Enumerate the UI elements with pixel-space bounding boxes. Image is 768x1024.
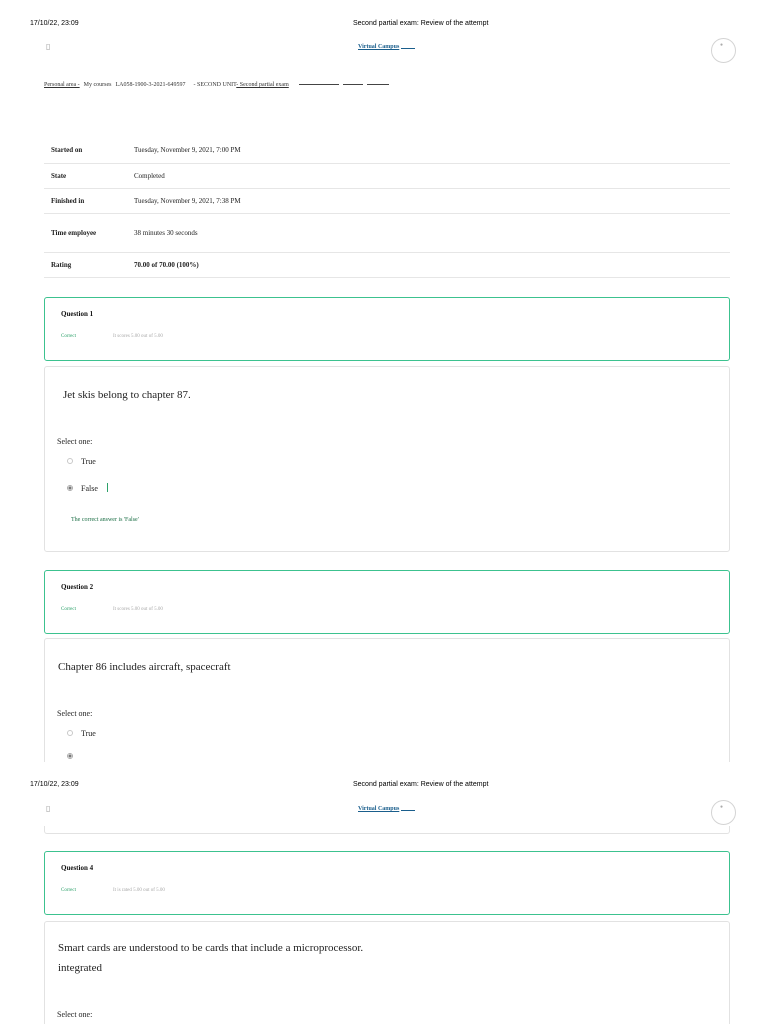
breadcrumb-course[interactable]: LA058-1900-3-2021-649597 <box>115 82 186 88</box>
breadcrumb-section[interactable]: - SECOND UNIT <box>193 82 237 88</box>
attempt-summary-table <box>44 138 730 278</box>
question-info-1 <box>44 297 730 361</box>
summary-value: Tuesday, November 9, 2021, 7:38 PM <box>127 188 730 213</box>
question-text: Smart cards are understood to be cards that include a microprocessor. <box>58 942 364 954</box>
virtual-campus-link[interactable]: Virtual Campus <box>358 806 415 812</box>
question-body-4 <box>44 921 730 1024</box>
summary-label: Time employee <box>44 213 127 252</box>
summary-value: Completed <box>127 163 730 188</box>
breadcrumb-exam[interactable]: - Second partial exam <box>236 82 289 88</box>
summary-row <box>44 188 730 213</box>
print-timestamp: 17/10/22, 23:09 <box>30 781 79 788</box>
summary-label: State <box>44 163 127 188</box>
question-text: Chapter 86 includes aircraft, spacecraft <box>58 661 231 673</box>
option-label: True <box>81 729 96 738</box>
user-icon: ● <box>720 43 724 48</box>
question-score: It scores 5.00 out of 5.00 <box>113 334 163 339</box>
breadcrumb-personal-area[interactable]: Personal area - <box>44 82 80 88</box>
select-one-label: Select one: <box>57 437 93 446</box>
summary-value: 70.00 of 70.00 (100%) <box>127 252 730 277</box>
top-navigation-bar <box>0 38 768 68</box>
summary-value: 38 minutes 30 seconds <box>127 213 730 252</box>
question-number: Question 1 <box>61 310 94 318</box>
option-true[interactable] <box>67 457 96 466</box>
radio-button-selected[interactable] <box>67 485 73 491</box>
question-body-2 <box>44 638 730 762</box>
question-text-continued: integrated <box>58 962 102 974</box>
summary-label: Rating <box>44 252 127 277</box>
user-icon: ● <box>720 805 724 810</box>
question-state: Correct <box>61 334 76 339</box>
user-avatar[interactable] <box>711 800 736 825</box>
summary-label: Started on <box>44 138 127 163</box>
question-body-1 <box>44 366 730 552</box>
option-label: False <box>81 484 98 493</box>
select-one-label: Select one: <box>57 709 93 718</box>
virtual-campus-link[interactable]: Virtual Campus <box>358 44 415 50</box>
menu-icon[interactable]: ▯ <box>46 42 51 51</box>
radio-button-selected[interactable] <box>67 753 73 759</box>
print-header-page-2 <box>0 781 768 795</box>
breadcrumb <box>44 82 389 88</box>
option-true[interactable] <box>67 729 96 738</box>
question-state: Correct <box>61 888 76 893</box>
question-number: Question 4 <box>61 864 94 872</box>
user-avatar[interactable] <box>711 38 736 63</box>
option-false[interactable] <box>67 483 108 493</box>
summary-row <box>44 252 730 277</box>
menu-icon[interactable]: ▯ <box>46 804 51 813</box>
summary-row <box>44 138 730 163</box>
previous-question-bottom <box>44 826 730 834</box>
print-header <box>0 20 768 34</box>
question-number: Question 2 <box>61 583 94 591</box>
question-info-4 <box>44 851 730 915</box>
question-text: Jet skis belong to chapter 87. <box>63 389 191 401</box>
breadcrumb-my-courses[interactable]: My courses <box>83 82 112 88</box>
radio-button[interactable] <box>67 458 73 464</box>
summary-row <box>44 213 730 252</box>
print-title: Second partial exam: Review of the attempt <box>353 781 489 788</box>
print-timestamp: 17/10/22, 23:09 <box>30 20 79 27</box>
select-one-label: Select one: <box>57 1010 93 1019</box>
print-title: Second partial exam: Review of the attempt <box>353 20 489 27</box>
question-state: Correct <box>61 607 76 612</box>
correct-mark-icon <box>107 483 108 492</box>
radio-button[interactable] <box>67 730 73 736</box>
question-info-2 <box>44 570 730 634</box>
question-score: It is rated 5.00 out of 5.00 <box>113 888 165 893</box>
summary-value: Tuesday, November 9, 2021, 7:00 PM <box>127 138 730 163</box>
feedback-text: The correct answer is 'False' <box>71 517 139 523</box>
option-false[interactable] <box>67 752 81 761</box>
summary-label: Finished in <box>44 188 127 213</box>
question-score: It scores 5.00 out of 5.00 <box>113 607 163 612</box>
option-label: True <box>81 457 96 466</box>
summary-row <box>44 163 730 188</box>
